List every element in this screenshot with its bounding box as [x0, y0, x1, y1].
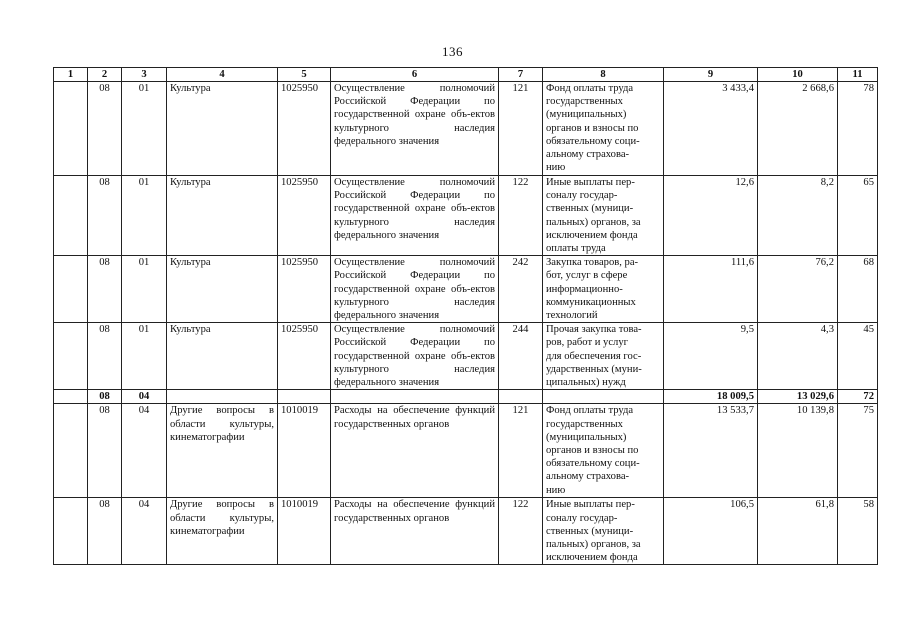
subtotal-percent: 72 — [838, 390, 878, 404]
cell-expense-code: 122 — [499, 176, 543, 256]
cell-target-code: 1025950 — [278, 256, 331, 323]
subtotal-plan: 18 009,5 — [664, 390, 758, 404]
cell-percent: 58 — [838, 498, 878, 565]
cell-actual: 76,2 — [758, 256, 838, 323]
cell-empty — [167, 390, 278, 404]
cell-section: 08 — [88, 404, 122, 498]
cell-subsection: 01 — [122, 82, 167, 176]
cell-subsection: 04 — [122, 404, 167, 498]
cell-subsection: 04 — [122, 498, 167, 565]
cell-section-name: Культура — [167, 323, 278, 390]
column-header: 7 — [499, 68, 543, 82]
cell-empty — [331, 390, 499, 404]
cell-expense-code: 122 — [499, 498, 543, 565]
cell-target-code: 1010019 — [278, 404, 331, 498]
cell-section-name: Другие вопросы в области культуры, кинематографии — [167, 498, 278, 565]
cell-section-name: Культура — [167, 82, 278, 176]
cell-expense-name: Прочая закупка това- ров, работ и услуг для обеспечения гос- ударственных (муни- ципальных) нужд — [543, 323, 664, 390]
cell-target-code: 1025950 — [278, 323, 331, 390]
cell-plan: 3 433,4 — [664, 82, 758, 176]
cell-col1 — [54, 404, 88, 498]
table-row — [54, 498, 878, 565]
cell-plan: 12,6 — [664, 176, 758, 256]
cell-expense-name: Фонд оплаты труда государственных (муниципальных) органов и взносы по обязательному соци- альному страхова- нию — [543, 404, 664, 498]
cell-plan: 9,5 — [664, 323, 758, 390]
cell-plan: 106,5 — [664, 498, 758, 565]
cell-subsection: 01 — [122, 323, 167, 390]
cell-actual: 8,2 — [758, 176, 838, 256]
cell-col1 — [54, 323, 88, 390]
cell-target-name: Осуществление полномочий Российской Федерации по государственной охране объ-ектов культурного наследия федерального значения — [331, 82, 499, 176]
subtotal-actual: 13 029,6 — [758, 390, 838, 404]
budget-table — [53, 67, 878, 565]
cell-expense-code: 121 — [499, 82, 543, 176]
cell-section-name: Культура — [167, 256, 278, 323]
column-header: 3 — [122, 68, 167, 82]
cell-section-name: Другие вопросы в области культуры, кинематографии — [167, 404, 278, 498]
cell-plan: 111,6 — [664, 256, 758, 323]
cell-section-name: Культура — [167, 176, 278, 256]
cell-percent: 65 — [838, 176, 878, 256]
cell-expense-name: Иные выплаты пер- соналу государ- ственных (муници- пальных) органов, за исключением фонда оплаты труда — [543, 176, 664, 256]
cell-empty — [278, 390, 331, 404]
cell-percent: 68 — [838, 256, 878, 323]
cell-expense-code: 244 — [499, 323, 543, 390]
cell-expense-name: Фонд оплаты труда государственных (муниципальных) органов и взносы по обязательному соци- альному страхова- нию — [543, 82, 664, 176]
table-row — [54, 82, 878, 176]
cell-col1 — [54, 498, 88, 565]
subtotal-section: 08 — [88, 390, 122, 404]
table-row — [54, 256, 878, 323]
cell-subsection: 01 — [122, 176, 167, 256]
cell-col1 — [54, 256, 88, 323]
column-header: 11 — [838, 68, 878, 82]
cell-target-code: 1010019 — [278, 498, 331, 565]
cell-expense-code: 121 — [499, 404, 543, 498]
cell-section: 08 — [88, 323, 122, 390]
cell-percent: 75 — [838, 404, 878, 498]
cell-col1 — [54, 176, 88, 256]
column-header: 10 — [758, 68, 838, 82]
cell-target-name: Расходы на обеспечение функций государственных органов — [331, 404, 499, 498]
cell-percent: 78 — [838, 82, 878, 176]
cell-subsection: 01 — [122, 256, 167, 323]
table-row — [54, 404, 878, 498]
cell-expense-code: 242 — [499, 256, 543, 323]
cell-expense-name: Иные выплаты пер- соналу государ- ственных (муници- пальных) органов, за исключением фонда — [543, 498, 664, 565]
cell-target-name: Расходы на обеспечение функций государственных органов — [331, 498, 499, 565]
column-header: 2 — [88, 68, 122, 82]
cell-target-code: 1025950 — [278, 82, 331, 176]
cell-col1 — [54, 390, 88, 404]
cell-actual: 2 668,6 — [758, 82, 838, 176]
column-header: 8 — [543, 68, 664, 82]
column-header: 5 — [278, 68, 331, 82]
cell-expense-name: Закупка товаров, ра- бот, услуг в сфере информационно- коммуникационных технологий — [543, 256, 664, 323]
cell-empty — [543, 390, 664, 404]
cell-target-name: Осуществление полномочий Российской Федерации по государственной охране объ-ектов культурного наследия федерального значения — [331, 256, 499, 323]
cell-empty — [499, 390, 543, 404]
column-header: 1 — [54, 68, 88, 82]
table-row — [54, 176, 878, 256]
cell-actual: 4,3 — [758, 323, 838, 390]
cell-plan: 13 533,7 — [664, 404, 758, 498]
column-header: 4 — [167, 68, 278, 82]
page-number: 136 — [442, 44, 463, 59]
cell-target-name: Осуществление полномочий Российской Федерации по государственной охране объ-ектов культурного наследия федерального значения — [331, 323, 499, 390]
cell-percent: 45 — [838, 323, 878, 390]
cell-section: 08 — [88, 498, 122, 565]
cell-section: 08 — [88, 176, 122, 256]
header-row — [54, 68, 878, 82]
column-header: 9 — [664, 68, 758, 82]
cell-actual: 10 139,8 — [758, 404, 838, 498]
cell-col1 — [54, 82, 88, 176]
subtotal-row — [54, 390, 878, 404]
cell-target-name: Осуществление полномочий Российской Федерации по государственной охране объ-ектов культурного наследия федерального значения — [331, 176, 499, 256]
column-header: 6 — [331, 68, 499, 82]
cell-section: 08 — [88, 82, 122, 176]
cell-section: 08 — [88, 256, 122, 323]
cell-target-code: 1025950 — [278, 176, 331, 256]
subtotal-subsection: 04 — [122, 390, 167, 404]
table-row — [54, 323, 878, 390]
cell-actual: 61,8 — [758, 498, 838, 565]
